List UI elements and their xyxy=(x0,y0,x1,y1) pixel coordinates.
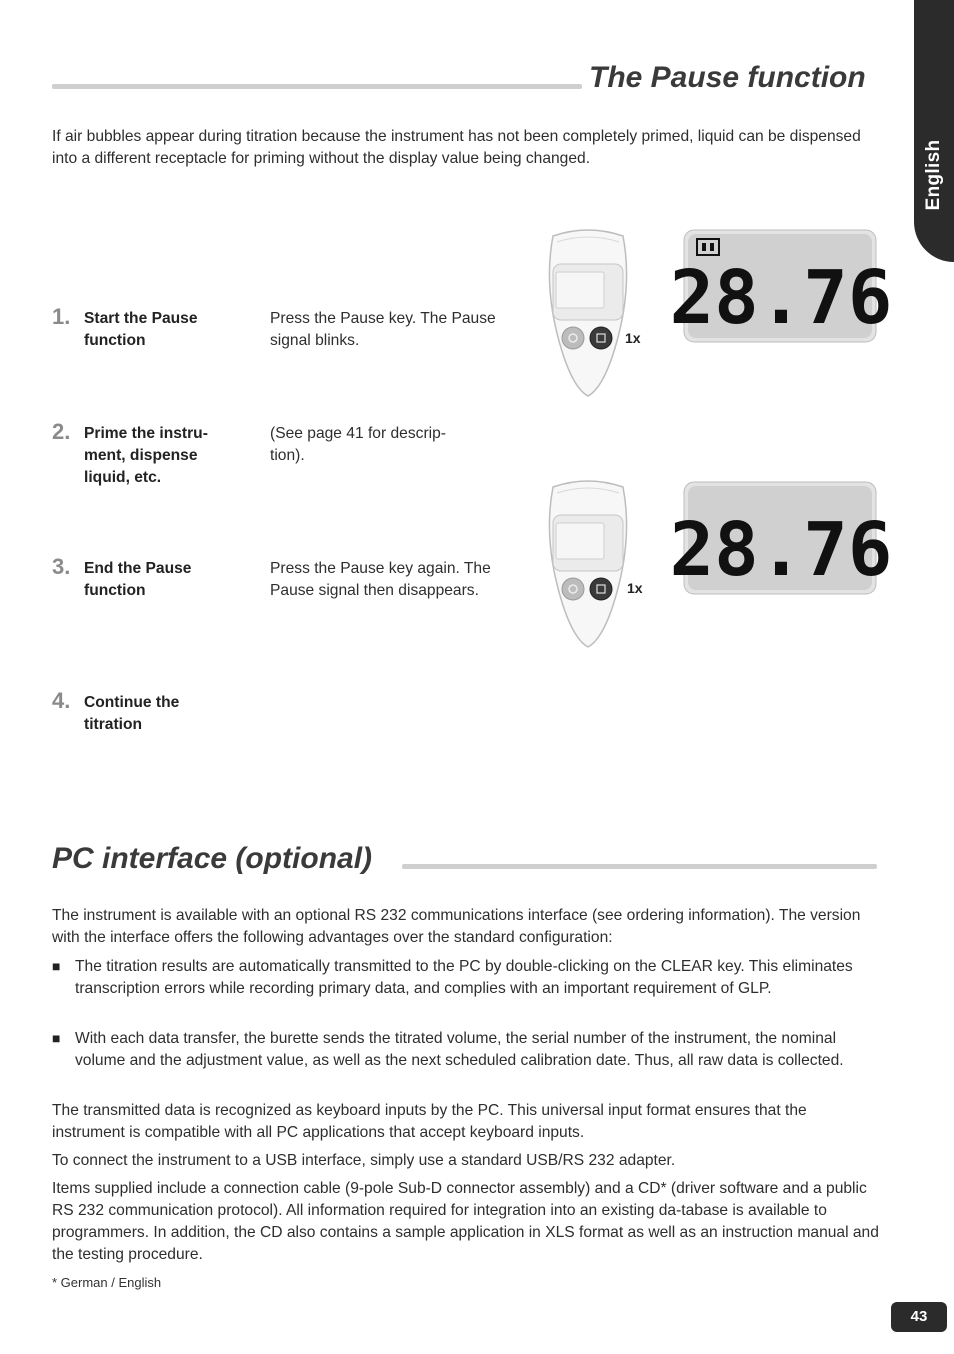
step-3-number: 3. xyxy=(52,554,71,579)
press-count-2: 1x xyxy=(627,580,643,596)
burette-device-illustration xyxy=(533,479,643,649)
step-1-title: Start the Pause function xyxy=(84,310,198,349)
lcd-value: 28.76 xyxy=(669,255,893,341)
footnote: * German / English xyxy=(52,1275,162,1290)
pc-para-items: Items supplied include a connection cable (9-pole Sub-D connector assembly) and a CD* (driver software and a public RS 232 communication protocol). All information required for integration into an existing da-tabase is available to programmers. In addition, the CD also contains a sample application in XLS format as well as an instruction manual and the testing procedure. xyxy=(52,1180,879,1263)
press-count-1: 1x xyxy=(625,330,641,346)
pc-interface-title: PC interface (optional) xyxy=(52,842,373,875)
pc-para-usb: To connect the instrument to a USB interface, simply use a standard USB/RS 232 adapter. xyxy=(52,1152,676,1169)
heading-rule-right xyxy=(402,864,877,869)
step-2-title: Prime the instru-ment, dispense liquid, etc. xyxy=(84,425,208,486)
pause-intro: If air bubbles appear during titration because the instrument has not been completely primed, liquid can be dispensed into a different receptacle for priming without the display value being changed. xyxy=(52,128,861,167)
lcd-display-paused xyxy=(669,229,893,343)
step-3-title: End the Pause function xyxy=(84,560,192,599)
language-tab-label: English xyxy=(923,139,944,211)
lcd-value: 28.76 xyxy=(669,507,893,593)
step-3-desc: Press the Pause key again. The Pause signal then disappears. xyxy=(270,560,491,599)
page-number: 43 xyxy=(891,1302,947,1332)
heading-rule-left xyxy=(52,84,582,89)
step-1-desc: Press the Pause key. The Pause signal blinks. xyxy=(270,310,496,349)
step-2-number: 2. xyxy=(52,419,71,444)
bullet-item-1: The titration results are automatically transmitted to the PC by double-clicking on the CLEAR key. This eliminates transcription errors while recording primary data, and complies with an important requirement of GLP. xyxy=(75,958,853,997)
bullet-item-2: With each data transfer, the burette sends the titrated volume, the serial number of the instrument, the nominal volume and the adjustment value, as well as the next scheduled calibration date. Thus, all raw data is collected. xyxy=(75,1030,844,1069)
pause-title: The Pause function xyxy=(589,61,866,94)
language-tab xyxy=(914,0,954,262)
bullet-square-icon: ■ xyxy=(52,958,61,974)
step-4-title: Continue the titration xyxy=(84,694,180,733)
burette-device-illustration xyxy=(533,228,643,398)
lcd-display-resumed xyxy=(669,481,893,595)
pc-intro: The instrument is available with an optional RS 232 communications interface (see ordering information). The version with the interface offers the following advantages over the standard configuration: xyxy=(52,907,861,946)
step-1-number: 1. xyxy=(52,304,71,329)
pc-para-keyboard: The transmitted data is recognized as keyboard inputs by the PC. This universal input format ensures that the instrument is compatible with all PC applications that accept keyboard inputs. xyxy=(52,1102,807,1141)
bullet-square-icon: ■ xyxy=(52,1030,61,1046)
step-4-number: 4. xyxy=(52,688,71,713)
step-2-desc: (See page 41 for descrip-tion). xyxy=(270,425,446,464)
